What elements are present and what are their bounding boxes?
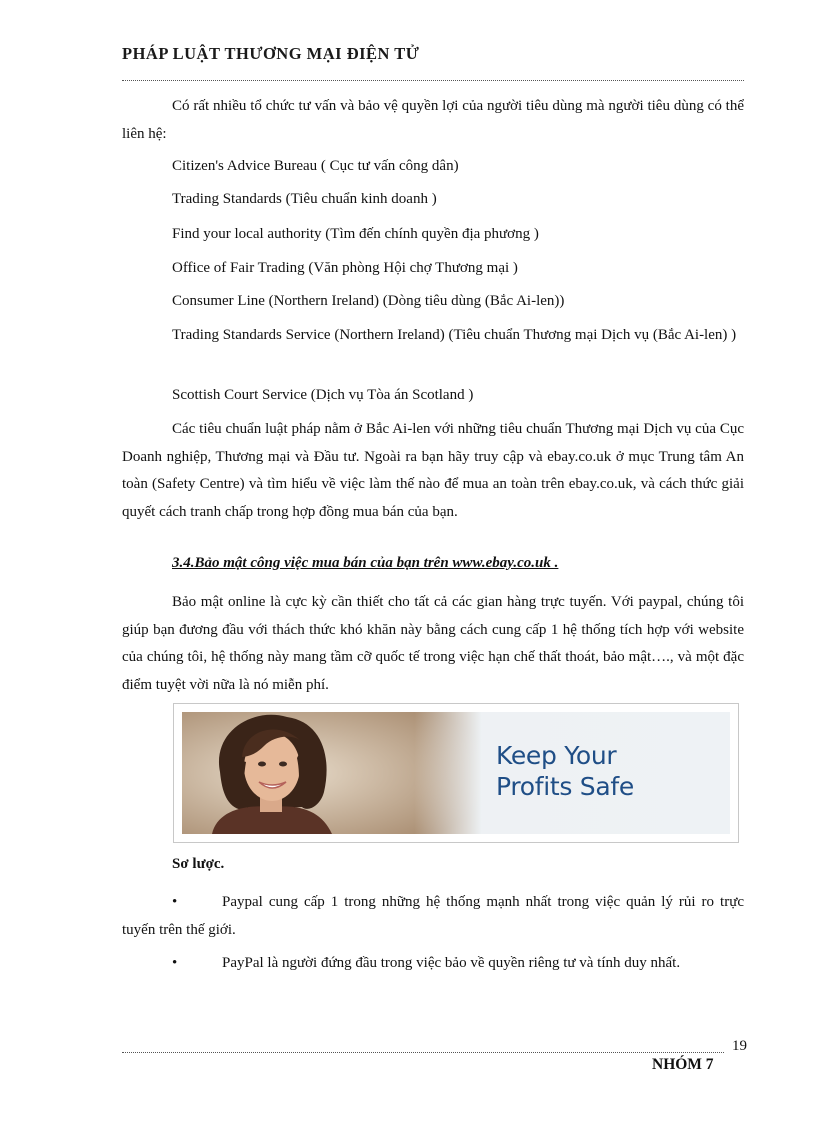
security-paragraph: Bảo mật online là cực kỳ cần thiết cho tất cả các gian hàng trực tuyến. Với paypal, chúng tôi giúp bạn đương đầu với thách thức khó khăn này bằng cách cung cấp 1 hệ thống tích hợp với website của chúng tôi, hệ thống này mang tầm cỡ quốc tế trong việc hạn chế thất thoát, bảo mật…., và một đặc điểm tuyệt vời nữa là nó miễn phí. (122, 594, 744, 693)
group-name: NHÓM 7 (652, 1056, 714, 1073)
standards-paragraph: Các tiêu chuẩn luật pháp nằm ở Bắc Ai-len với những tiêu chuẩn Thương mại Dịch vụ của Cục Doanh nghiệp, Thương mại và Đầu tư. Ngoài ra bạn hãy truy cập và ebay.co.uk ở mục Trung tâm An toàn (Safety Centre) và tìm hiểu về việc làm thế nào để mua an toàn trên ebay.co.uk, và cách thức giải quyết cách tranh chấp trong hợp đồng mua bán của bạn. (122, 421, 744, 520)
header-divider (122, 80, 744, 81)
page-number: 19 (732, 1038, 747, 1054)
keep-profits-safe-banner (173, 703, 739, 843)
header-title: PHÁP LUẬT THƯƠNG MẠI ĐIỆN TỬ (122, 44, 420, 63)
list-item: Consumer Line (Northern Ireland) (Dòng tiêu dùng (Bắc Ai-len)) (172, 293, 565, 309)
list-item: Office of Fair Trading (Văn phòng Hội chợ Thương mại ) (172, 260, 518, 276)
banner-image (182, 712, 730, 834)
list-item (122, 950, 744, 978)
list-item (122, 889, 744, 944)
list-item: Scottish Court Service (Dịch vụ Tòa án Scotland ) (172, 387, 474, 403)
list-item: Find your local authority (Tìm đến chính quyền địa phương ) (172, 226, 539, 242)
banner-line-2: Profits Safe (496, 772, 634, 801)
intro-paragraph: Có rất nhiều tổ chức tư vấn và bảo vệ quyền lợi của người tiêu dùng mà người tiêu dùng có thể liên hệ: (122, 98, 744, 142)
bullet-text: PayPal là người đứng đầu trong việc bảo về quyền riêng tư và tính duy nhất. (222, 955, 681, 971)
list-item: Citizen's Advice Bureau ( Cục tư vấn công dân) (172, 158, 459, 174)
bullet-text: Paypal cung cấp 1 trong những hệ thống mạnh nhất trong việc quản lý rủi ro trực tuyến trên thế giới. (122, 894, 744, 938)
section-heading: 3.4.Bảo mật công việc mua bán của bạn trên www.ebay.co.uk . (172, 555, 559, 571)
banner-text (496, 740, 634, 802)
bullet-icon: • (172, 955, 178, 971)
smiling-woman-photo (182, 712, 482, 834)
list-item: Trading Standards (Tiêu chuẩn kinh doanh ) (172, 191, 437, 207)
footer-divider (122, 1052, 724, 1053)
list-item: Trading Standards Service (Northern Ireland) (Tiêu chuẩn Thương mại Dịch vụ (Bắc Ai-len) ) (172, 327, 737, 343)
banner-line-1: Keep Your (496, 741, 617, 770)
bullet-icon: • (172, 894, 178, 910)
overview-title: Sơ lược. (172, 856, 225, 872)
